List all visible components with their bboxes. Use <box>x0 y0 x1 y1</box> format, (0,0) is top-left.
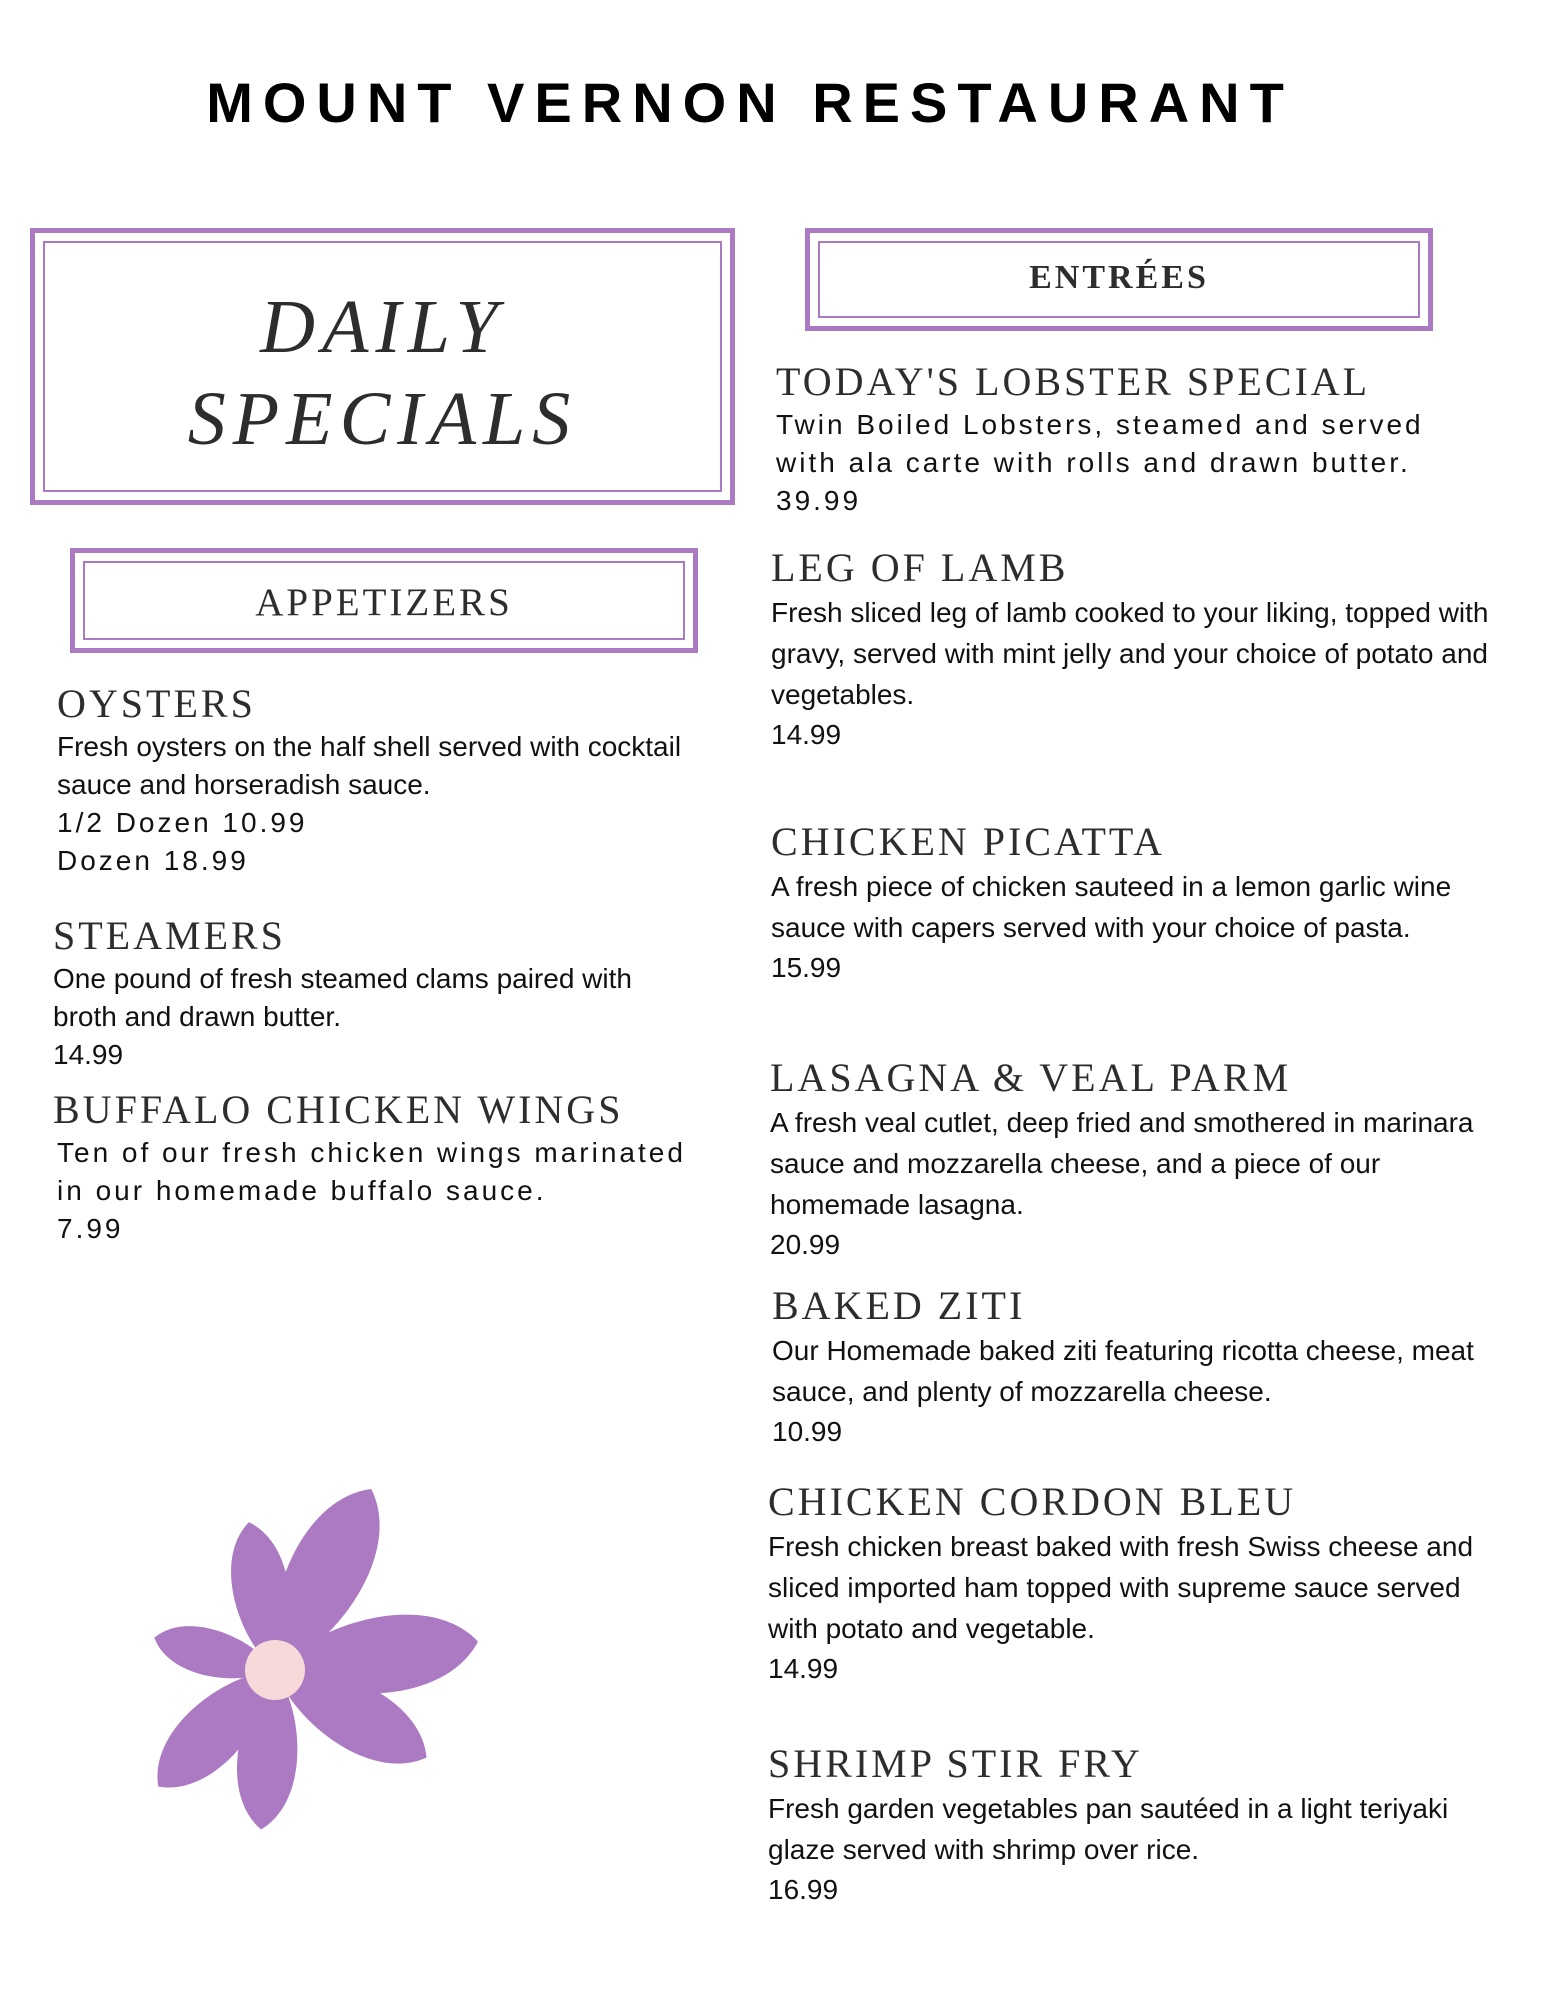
item-description: A fresh piece of chicken sauteed in a lemon garlic wine sauce with capers served with your choice of pasta. <box>771 871 1452 943</box>
item-description: A fresh veal cutlet, deep fried and smothered in marinara sauce and mozzarella cheese, and a piece of our homemade lasagna. <box>770 1107 1474 1220</box>
item-name: LEG OF LAMB <box>771 545 1069 590</box>
appetizer-buffalo-wings <box>53 1086 723 1248</box>
item-name: CHICKEN CORDON BLEU <box>768 1479 1297 1524</box>
item-name: BUFFALO CHICKEN WINGS <box>53 1087 624 1132</box>
item-price: 15.99 <box>771 952 842 983</box>
item-price: Dozen 18.99 <box>57 845 249 876</box>
appetizer-oysters <box>57 680 707 880</box>
item-name: BAKED ZITI <box>772 1283 1026 1328</box>
item-description: Ten of our fresh chicken wings marinated in our homemade buffalo sauce. <box>57 1137 686 1206</box>
daily-specials-line1: DAILY <box>260 285 505 369</box>
entree-leg-of-lamb <box>771 544 1491 755</box>
item-price: 14.99 <box>771 719 842 750</box>
flower-center <box>245 1640 305 1700</box>
entree-lobster-special <box>776 358 1496 520</box>
entrees-heading-frame <box>805 228 1433 331</box>
item-description: Twin Boiled Lobsters, steamed and served with ala carte with rolls and drawn butter. <box>776 409 1424 478</box>
entree-shrimp-stir-fry <box>768 1740 1488 1910</box>
appetizers-heading-frame <box>70 548 698 653</box>
item-name: CHICKEN PICATTA <box>771 819 1166 864</box>
flower-petals <box>137 1471 484 1832</box>
entree-lasagna-veal-parm <box>770 1054 1490 1265</box>
item-description: Our Homemade baked ziti featuring ricotta cheese, meat sauce, and plenty of mozzarella cheese. <box>772 1335 1474 1407</box>
daily-specials-title <box>35 281 730 465</box>
flower-icon <box>110 1460 510 1860</box>
entrees-heading: ENTRÉES <box>1029 259 1209 296</box>
item-description: Fresh chicken breast baked with fresh Swiss cheese and sliced imported ham topped with supreme sauce served with potato and vegetable. <box>768 1531 1474 1644</box>
item-description: One pound of fresh steamed clams paired with broth and drawn butter. <box>53 963 632 1032</box>
item-price: 20.99 <box>770 1229 841 1260</box>
daily-specials-frame <box>30 228 735 505</box>
appetizer-steamers <box>53 912 673 1074</box>
item-price: 10.99 <box>772 1416 843 1447</box>
restaurant-title: MOUNT VERNON RESTAURANT <box>206 71 1294 134</box>
item-name: STEAMERS <box>53 913 286 958</box>
item-price: 39.99 <box>776 485 862 516</box>
entree-chicken-picatta <box>771 818 1491 988</box>
item-name: OYSTERS <box>57 681 256 726</box>
item-description: Fresh sliced leg of lamb cooked to your liking, topped with gravy, served with mint jelly and your choice of potato and vegetables. <box>771 597 1489 710</box>
item-name: TODAY'S LOBSTER SPECIAL <box>776 359 1371 404</box>
item-name: LASAGNA & VEAL PARM <box>770 1055 1292 1100</box>
item-price: 7.99 <box>57 1213 124 1244</box>
item-price: 14.99 <box>768 1653 839 1684</box>
entree-baked-ziti <box>772 1282 1492 1452</box>
entree-chicken-cordon-bleu <box>768 1478 1498 1689</box>
item-price: 14.99 <box>53 1039 124 1070</box>
daily-specials-line2: SPECIALS <box>187 377 578 461</box>
appetizers-heading: APPETIZERS <box>255 581 513 624</box>
item-price: 1/2 Dozen 10.99 <box>57 807 308 838</box>
item-description: Fresh garden vegetables pan sautéed in a light teriyaki glaze served with shrimp over rice. <box>768 1793 1449 1865</box>
item-price: 16.99 <box>768 1874 839 1905</box>
item-name: SHRIMP STIR FRY <box>768 1741 1143 1786</box>
item-description: Fresh oysters on the half shell served with cocktail sauce and horseradish sauce. <box>57 731 682 800</box>
